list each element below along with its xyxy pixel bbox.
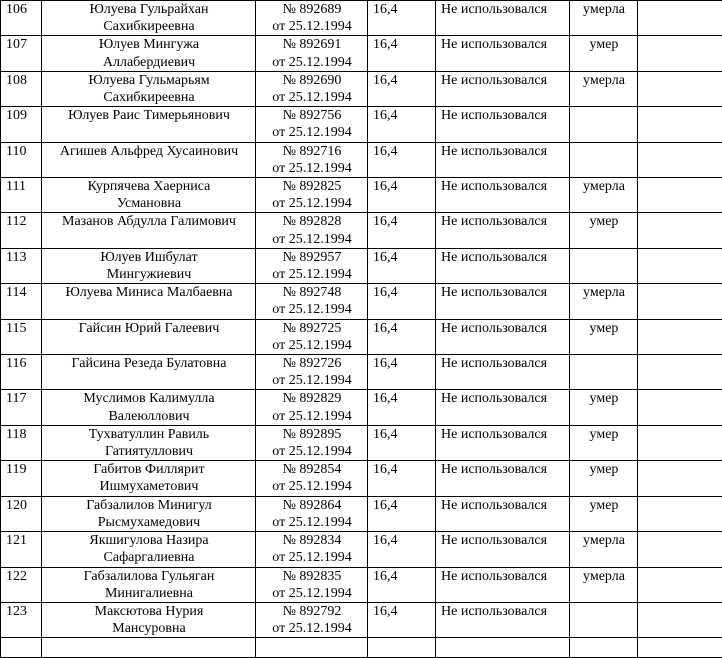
table-row [1,71,722,106]
certificate: № 892690 от 25.12.1994 [256,71,368,106]
empty-cell [638,638,722,658]
table-row [1,355,722,390]
table-row [1,107,722,142]
land-share: 16,4 [368,213,436,248]
certificate: № 892725 от 25.12.1994 [256,319,368,354]
certificate [256,638,368,658]
certificate: № 892748 от 25.12.1994 [256,284,368,319]
table-row [1,496,722,531]
empty-cell [638,284,722,319]
owner-name: Юлуев Раис Тимерьянович [42,107,256,142]
usage-status: Не использовался [436,284,570,319]
owner-note: умер [570,213,638,248]
empty-cell [638,107,722,142]
certificate: № 892792 от 25.12.1994 [256,602,368,637]
usage-status: Не использовался [436,425,570,460]
owner-name: Муслимов Калимулла Валеюллович [42,390,256,425]
table-row [1,319,722,354]
owner-name: Курпячева Хаерниса Усмановна [42,178,256,213]
certificate: № 892895 от 25.12.1994 [256,425,368,460]
row-number: 121 [1,532,42,567]
table-row [1,461,722,496]
usage-status: Не использовался [436,496,570,531]
owner-name: Габзалилов Минигул Рысмухамедович [42,496,256,531]
usage-status [436,638,570,658]
usage-status: Не использовался [436,461,570,496]
table-row [1,213,722,248]
owner-note [570,248,638,283]
row-number: 120 [1,496,42,531]
land-share: 16,4 [368,1,436,36]
empty-cell [638,461,722,496]
owner-name: Юлуева Гульрайхан Сахибкиреевна [42,1,256,36]
usage-status: Не использовался [436,390,570,425]
owner-note [570,602,638,637]
land-share: 16,4 [368,461,436,496]
land-share: 16,4 [368,355,436,390]
certificate: № 892835 от 25.12.1994 [256,567,368,602]
row-number: 119 [1,461,42,496]
row-number: 117 [1,390,42,425]
empty-cell [638,355,722,390]
owner-note: умер [570,36,638,71]
row-number: 113 [1,248,42,283]
certificate: № 892957 от 25.12.1994 [256,248,368,283]
certificate: № 892834 от 25.12.1994 [256,532,368,567]
land-share [368,638,436,658]
empty-cell [638,532,722,567]
owner-name: Габзалилова Гульяган Минигалиевна [42,567,256,602]
owner-note: умер [570,461,638,496]
empty-cell [638,248,722,283]
empty-cell [638,142,722,177]
land-share: 16,4 [368,107,436,142]
row-number: 107 [1,36,42,71]
row-number: 114 [1,284,42,319]
owner-name: Юлуева Миниса Малбаевна [42,284,256,319]
row-number: 110 [1,142,42,177]
row-number: 108 [1,71,42,106]
land-share: 16,4 [368,142,436,177]
owner-name: Гайсин Юрий Галеевич [42,319,256,354]
owner-name: Тухватуллин Равиль Гатиятуллович [42,425,256,460]
owner-name: Агишев Альфред Хусаинович [42,142,256,177]
row-number: 116 [1,355,42,390]
empty-cell [638,567,722,602]
usage-status: Не использовался [436,355,570,390]
owner-note [570,142,638,177]
owner-name: Юлуева Гульмарьям Сахибкиреевна [42,71,256,106]
table-row [1,567,722,602]
row-number: 112 [1,213,42,248]
owner-note: умер [570,425,638,460]
table-row [1,390,722,425]
usage-status: Не использовался [436,248,570,283]
land-share: 16,4 [368,496,436,531]
owner-name: Юлуев Мингужа Аллабердиевич [42,36,256,71]
table-row [1,284,722,319]
empty-cell [638,390,722,425]
table-row [1,1,722,36]
owner-note: умерла [570,71,638,106]
land-share: 16,4 [368,602,436,637]
land-share: 16,4 [368,567,436,602]
land-share: 16,4 [368,390,436,425]
table-row [1,142,722,177]
land-share: 16,4 [368,178,436,213]
empty-cell [638,213,722,248]
table-row [1,532,722,567]
empty-cell [638,496,722,531]
certificate: № 892864 от 25.12.1994 [256,496,368,531]
land-share: 16,4 [368,319,436,354]
usage-status: Не использовался [436,1,570,36]
owner-note [570,107,638,142]
owner-name: Мазанов Абдулла Галимович [42,213,256,248]
usage-status: Не использовался [436,532,570,567]
usage-status: Не использовался [436,71,570,106]
usage-status: Не использовался [436,319,570,354]
usage-status: Не использовался [436,142,570,177]
usage-status: Не использовался [436,567,570,602]
land-share: 16,4 [368,36,436,71]
usage-status: Не использовался [436,107,570,142]
certificate: № 892825 от 25.12.1994 [256,178,368,213]
certificate: № 892716 от 25.12.1994 [256,142,368,177]
owner-note: умер [570,496,638,531]
land-share: 16,4 [368,425,436,460]
empty-cell [638,36,722,71]
registry-body [1,1,722,658]
land-share: 16,4 [368,248,436,283]
owner-name: Якшигулова Назира Сафаргалиевна [42,532,256,567]
empty-cell [638,71,722,106]
usage-status: Не использовался [436,178,570,213]
table-row [1,638,722,658]
table-row [1,248,722,283]
owner-note: умерла [570,284,638,319]
empty-cell [638,178,722,213]
certificate: № 892756 от 25.12.1994 [256,107,368,142]
owner-note: умерла [570,567,638,602]
empty-cell [638,319,722,354]
owner-note: умерла [570,1,638,36]
table-row [1,602,722,637]
row-number: 122 [1,567,42,602]
empty-cell [638,602,722,637]
usage-status: Не использовался [436,602,570,637]
usage-status: Не использовался [436,213,570,248]
certificate: № 892828 от 25.12.1994 [256,213,368,248]
land-share: 16,4 [368,71,436,106]
row-number: 123 [1,602,42,637]
certificate: № 892829 от 25.12.1994 [256,390,368,425]
row-number: 118 [1,425,42,460]
empty-cell [638,425,722,460]
owner-name [42,638,256,658]
owner-note: умерла [570,178,638,213]
row-number: 106 [1,1,42,36]
land-share: 16,4 [368,532,436,567]
row-number: 115 [1,319,42,354]
certificate: № 892726 от 25.12.1994 [256,355,368,390]
usage-status: Не использовался [436,36,570,71]
table-row [1,36,722,71]
owner-name: Габитов Филлярит Ишмухаметович [42,461,256,496]
owner-name: Максютова Нурия Мансуровна [42,602,256,637]
owner-note: умерла [570,532,638,567]
table-row [1,425,722,460]
certificate: № 892854 от 25.12.1994 [256,461,368,496]
certificate: № 892689 от 25.12.1994 [256,1,368,36]
owner-note: умер [570,390,638,425]
owner-note [570,355,638,390]
row-number: 111 [1,178,42,213]
owner-name: Юлуев Ишбулат Мингужиевич [42,248,256,283]
land-share: 16,4 [368,284,436,319]
row-number [1,638,42,658]
table-row [1,178,722,213]
owner-note: умер [570,319,638,354]
owner-note [570,638,638,658]
empty-cell [638,1,722,36]
certificate: № 892691 от 25.12.1994 [256,36,368,71]
row-number: 109 [1,107,42,142]
owner-name: Гайсина Резеда Булатовна [42,355,256,390]
